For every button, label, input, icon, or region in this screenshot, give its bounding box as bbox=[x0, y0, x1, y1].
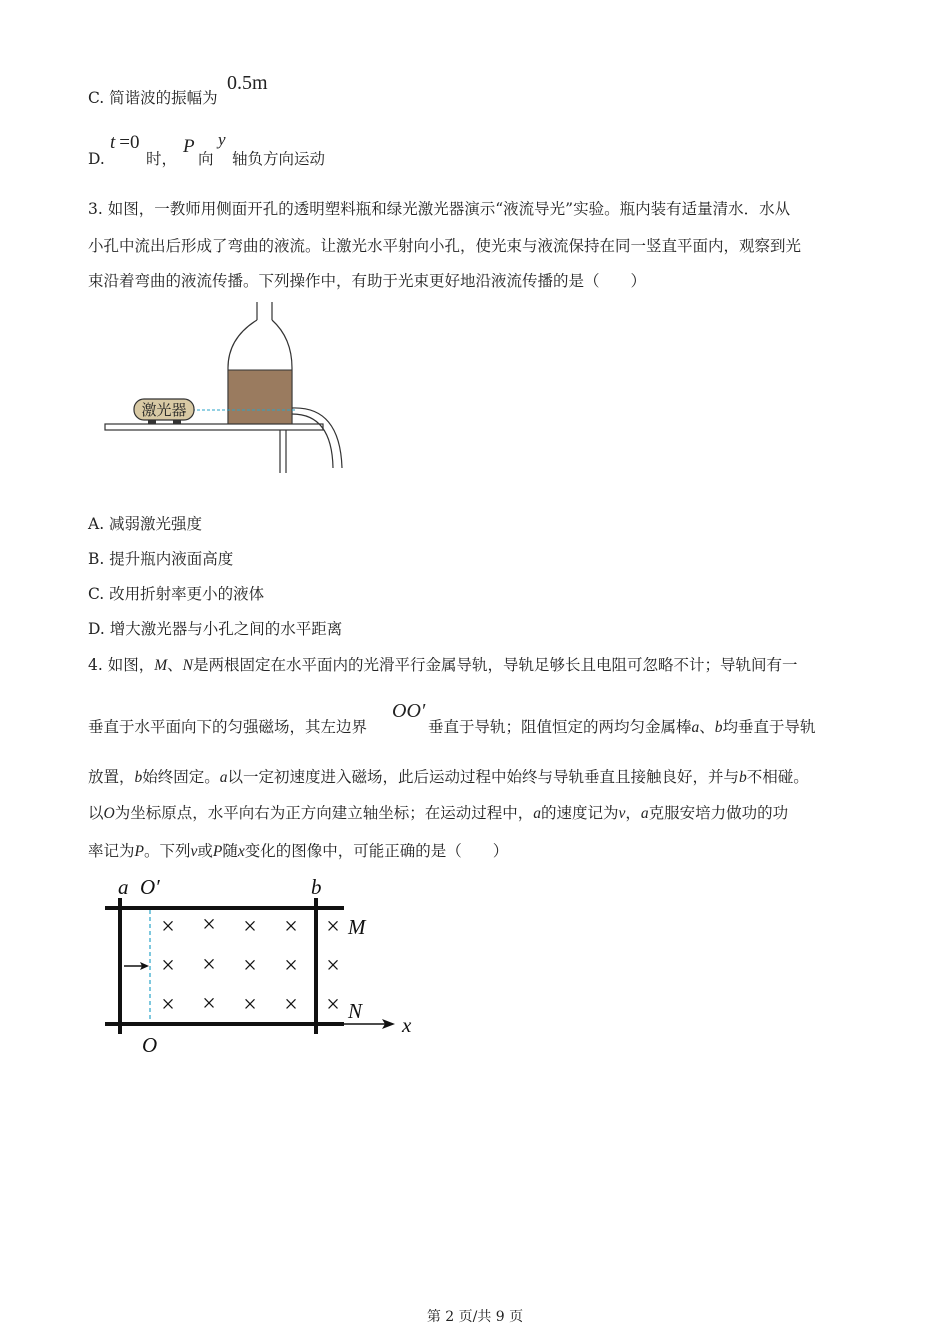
label-N: N bbox=[348, 999, 363, 1023]
q4-l3-vb: b bbox=[134, 769, 143, 786]
q2-option-d-mid bbox=[146, 148, 177, 170]
q4-l3-va: a bbox=[219, 769, 228, 786]
q4-l2-a: 垂直于水平面向下的匀强磁场，其左边界 bbox=[88, 718, 368, 736]
q4-l4-va2: a bbox=[640, 805, 649, 822]
label-b: b bbox=[311, 875, 322, 899]
q4-l1-sep: 、 bbox=[167, 656, 183, 674]
q4-l5-d: 随 bbox=[222, 842, 238, 860]
q4-l4-O: O bbox=[103, 805, 115, 822]
q4-l5-P: P bbox=[134, 843, 144, 860]
q4-stem-line-1 bbox=[88, 654, 798, 677]
q2-option-d-dir-text: 向 bbox=[198, 150, 214, 168]
q4-l4-va: a bbox=[533, 805, 541, 822]
q4-l4-v: v bbox=[618, 805, 626, 822]
q4-l4-a: 以 bbox=[88, 804, 104, 822]
q4-l2-c: 均垂直于导轨 bbox=[722, 718, 816, 736]
q4-stem-line-4 bbox=[88, 802, 788, 825]
q2-option-c-value: 0.5m bbox=[227, 72, 268, 94]
q4-l4-b: 为坐标原点，水平向右为正方向建立轴坐标；在运动过程中， bbox=[114, 804, 534, 822]
q4-l1-M: M bbox=[154, 657, 168, 674]
cross-r3-5: × bbox=[326, 992, 340, 1018]
label-M: M bbox=[348, 915, 366, 939]
q4-l5-a: 率记为 bbox=[88, 842, 135, 860]
cross-r1-2: × bbox=[202, 912, 216, 938]
q4-l5-c: 或 bbox=[197, 842, 213, 860]
label-O-prime: O′ bbox=[140, 875, 160, 899]
q2-option-d-suffix bbox=[232, 148, 325, 170]
q2-option-c bbox=[88, 87, 218, 109]
q2-option-d-y: y bbox=[218, 130, 226, 149]
q3-stem-line-3: 束沿着弯曲的液流传播。下列操作中，有助于光束更好地沿液流传播的是（ ） bbox=[88, 272, 647, 290]
q4-l5-v: v bbox=[190, 843, 198, 860]
q2-option-d-dir bbox=[198, 148, 214, 170]
q2-option-d-p: P bbox=[183, 136, 195, 157]
q3-figure bbox=[100, 298, 360, 478]
q4-stem-line-2b bbox=[428, 716, 816, 739]
label-x: x bbox=[402, 1013, 412, 1037]
q4-figure bbox=[100, 872, 430, 1062]
cross-r1-3: × bbox=[243, 914, 257, 940]
cross-r2-5: × bbox=[326, 953, 340, 979]
q2-option-d-label: D. bbox=[88, 150, 105, 168]
q4-l2-b: 垂直于导轨；阻值恒定的两均匀金属棒 bbox=[428, 718, 692, 736]
q4-stem-line-3 bbox=[88, 766, 809, 789]
q4-l5-b: 。下列 bbox=[143, 842, 191, 860]
cross-r2-2: × bbox=[202, 952, 216, 978]
cross-r2-3: × bbox=[243, 953, 257, 979]
q3-option-a: A. 减弱激光强度 bbox=[88, 515, 203, 533]
cross-r1-4: × bbox=[284, 914, 298, 940]
q4-l1-N: N bbox=[182, 657, 193, 674]
q4-l2-va: a bbox=[691, 719, 700, 736]
q4-l3-vb2: b bbox=[739, 769, 747, 786]
q4-l3-a: 放置， bbox=[88, 768, 135, 786]
label-O: O bbox=[142, 1033, 158, 1057]
cross-r3-3: × bbox=[243, 992, 257, 1018]
liquid-stream-inner bbox=[292, 414, 333, 468]
q3-option-b: B. 提升瓶内液面高度 bbox=[88, 550, 234, 568]
laser-label: 激光器 bbox=[141, 403, 187, 419]
t-eq: =0 bbox=[119, 132, 140, 153]
cross-r3-2: × bbox=[202, 991, 216, 1017]
cross-r2-4: × bbox=[284, 953, 298, 979]
q4-l4-d: ， bbox=[625, 804, 641, 822]
q4-l2-sep: 、 bbox=[699, 718, 715, 736]
q4-l4-c: 的速度记为 bbox=[540, 804, 619, 822]
q4-l5-x: x bbox=[237, 843, 245, 860]
q3-option-c: C. 改用折射率更小的液体 bbox=[88, 585, 265, 603]
q2-option-d-t bbox=[110, 132, 140, 154]
q4-l3-b: 始终固定。 bbox=[142, 768, 220, 786]
q3-option-d: D. 增大激光器与小孔之间的水平距离 bbox=[88, 620, 343, 638]
table-top bbox=[105, 424, 323, 430]
cross-r2-1: × bbox=[161, 953, 175, 979]
cross-r3-4: × bbox=[284, 992, 298, 1018]
cross-r3-1: × bbox=[161, 992, 175, 1018]
liquid-stream-outer bbox=[292, 408, 342, 468]
q4-l3-d: 不相碰。 bbox=[746, 768, 809, 786]
q2-option-d-mid-text: 时， bbox=[146, 150, 178, 168]
q3-stem-line-1: 3. 如图，一教师用侧面开孔的透明塑料瓶和绿光激光器演示“液流导光”实验。瓶内装有适量清水．水从 bbox=[88, 200, 791, 218]
q2-option-d-suffix-text: 轴负方向运动 bbox=[232, 150, 326, 168]
q4-oo-prime: OO′ bbox=[392, 700, 426, 722]
q4-l5-P2: P bbox=[212, 843, 223, 860]
q4-l2-vb: b bbox=[714, 719, 723, 736]
cross-r1-5: × bbox=[326, 914, 340, 940]
q2-option-c-text: C. 简谐波的振幅为 bbox=[88, 89, 218, 107]
q4-l1-a: 4. 如图， bbox=[88, 656, 155, 674]
var-t: t bbox=[110, 132, 116, 153]
q4-l5-e: 变化的图像中，可能正确的是（ ） bbox=[244, 842, 509, 860]
bottle-water bbox=[228, 370, 292, 424]
cross-r1-1: × bbox=[161, 914, 175, 940]
field-crosses bbox=[161, 912, 340, 1018]
q4-l4-e: 克服安培力做功的功 bbox=[648, 804, 789, 822]
page-footer: 第 2 页/共 9 页 bbox=[426, 1309, 524, 1325]
label-a: a bbox=[118, 875, 129, 899]
q4-stem-line-5 bbox=[88, 840, 508, 863]
q4-l3-c: 以一定初速度进入磁场，此后运动过程中始终与导轨垂直且接触良好，并与 bbox=[227, 768, 740, 786]
q3-stem-line-2: 小孔中流出后形成了弯曲的液流。让激光水平射向小孔，使光束与液流保持在同一竖直平面内，观察到光 bbox=[88, 237, 802, 255]
q4-l1-b: 是两根固定在水平面内的光滑平行金属导轨，导轨足够长且电阻可忽略不计；导轨间有一 bbox=[193, 656, 798, 674]
q4-stem-line-2a bbox=[88, 716, 367, 738]
q2-option-d bbox=[88, 148, 105, 170]
